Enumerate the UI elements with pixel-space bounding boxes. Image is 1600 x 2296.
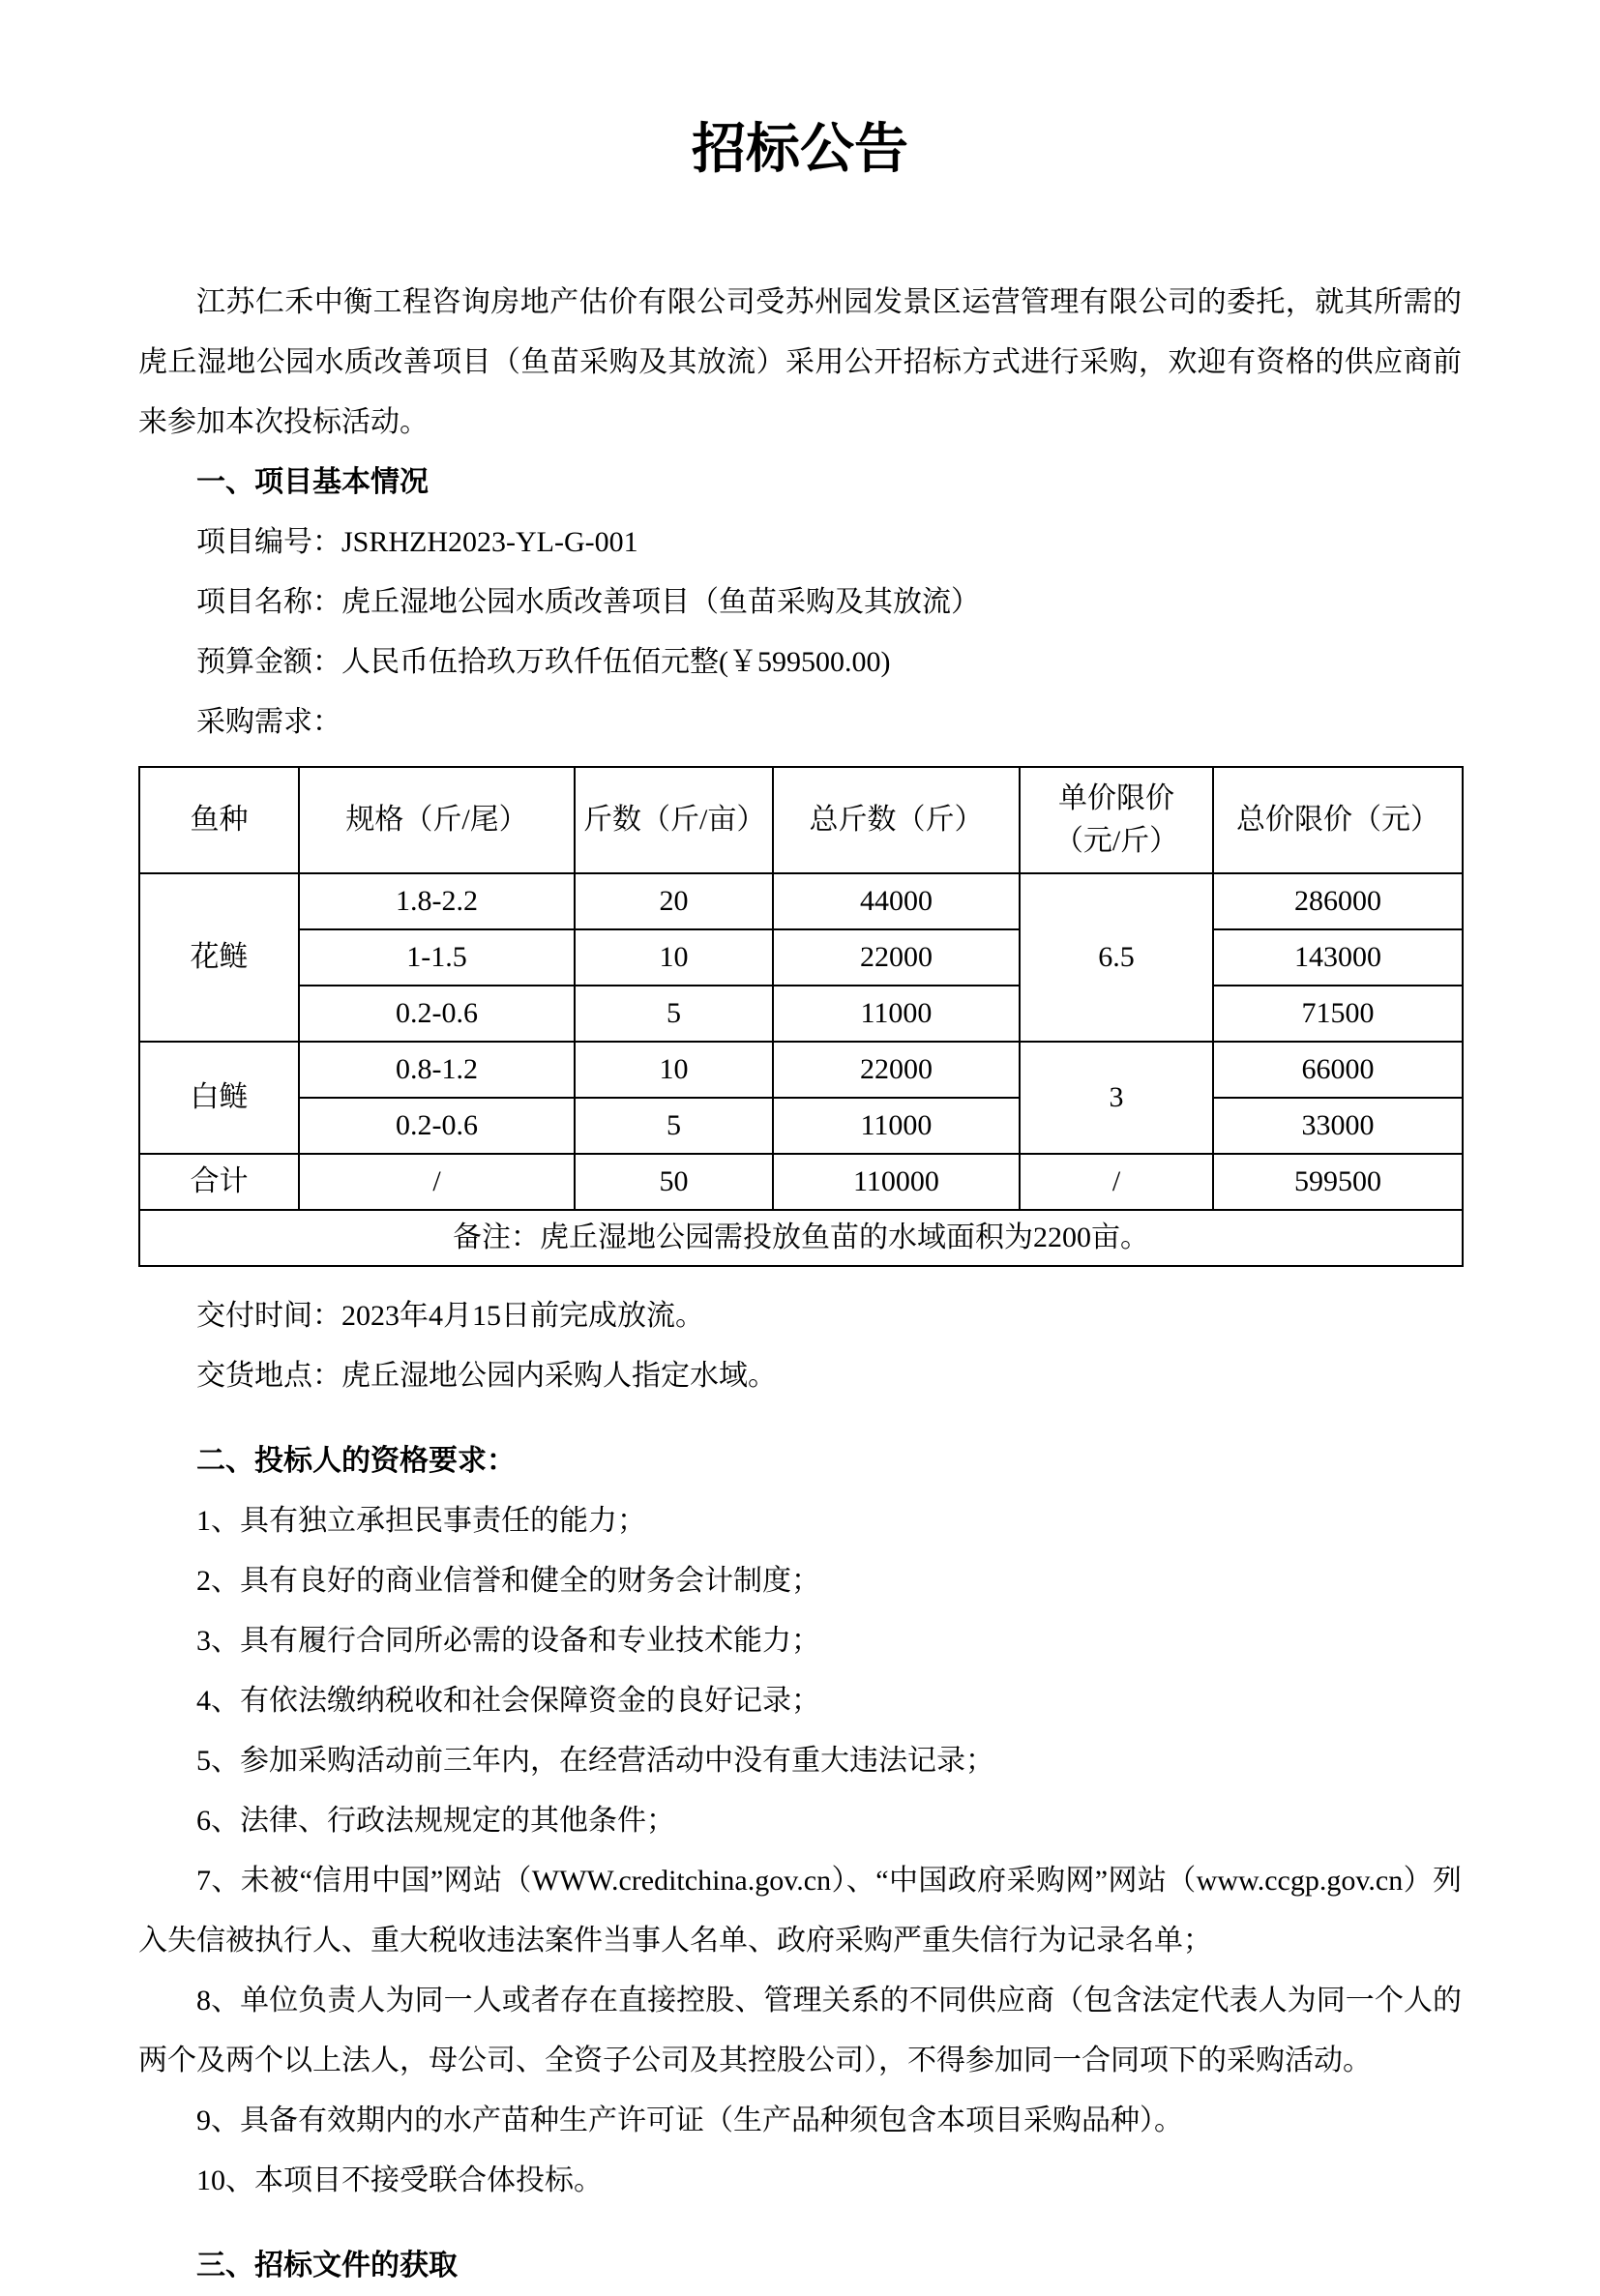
qualification-item-10: 10、本项目不接受联合体投标。: [196, 2164, 603, 2196]
cell-jin-per-mu: 10: [575, 1042, 773, 1098]
cell-jin-per-mu-total: 50: [575, 1154, 773, 1210]
cell-jin-per-mu: 5: [575, 1098, 773, 1154]
page-title: 招标公告: [692, 120, 908, 180]
cell-total-price: 33000: [1213, 1098, 1463, 1154]
header-species: 鱼种: [139, 767, 299, 873]
procurement-table: [138, 766, 1464, 1267]
project-number-line: 项目编号：JSRHZH2023-YL-G-001: [196, 525, 638, 558]
table-row-hualian-3: [139, 986, 1463, 1042]
cell-total-jin: 22000: [773, 1042, 1020, 1098]
header-unit-price-limit: 单价限价（元/斤）: [1020, 767, 1213, 873]
cell-spec: 0.8-1.2: [299, 1042, 575, 1098]
cell-spec: 1-1.5: [299, 929, 575, 986]
cell-total-jin: 22000: [773, 929, 1020, 986]
section2-heading: 二、投标人的资格要求：: [196, 1444, 516, 1477]
table-row-bailian-1: [139, 1042, 1463, 1098]
cell-spec: 0.2-0.6: [299, 1098, 575, 1154]
cell-unit-price-bailian: 3: [1020, 1042, 1213, 1154]
cell-total-label: 合计: [139, 1154, 299, 1210]
qualification-item-7: 7、未被“信用中国”网站（WWW.creditchina.gov.cn）、“中国政府采购网”网站（www.ccgp.gov.cn）列入失信被执行人、重大税收违法案件当事人名单、政府采购严重失信行为记录名单；: [138, 1864, 1462, 1957]
table-header-row: [139, 767, 1463, 873]
cell-species-hualian: 花鲢: [139, 873, 299, 1042]
budget-line: 预算金额：人民币伍拾玖万玖仟伍佰元整(￥599500.00): [196, 645, 891, 678]
qualification-item-1: 1、具有独立承担民事责任的能力；: [196, 1504, 646, 1537]
header-total-price-limit: 总价限价（元）: [1213, 767, 1463, 873]
cell-spec: 1.8-2.2: [299, 873, 575, 929]
cell-jin-per-mu: 5: [575, 986, 773, 1042]
cell-total-price-total: 599500: [1213, 1154, 1463, 1210]
section1-heading: 一、项目基本情况: [196, 465, 429, 498]
cell-total-jin: 44000: [773, 873, 1020, 929]
qualification-item-9: 9、具备有效期内的水产苗种生产许可证（生产品种须包含本项目采购品种）。: [196, 2104, 1183, 2136]
qualification-item-6: 6、法律、行政法规规定的其他条件；: [196, 1804, 675, 1837]
cell-total-jin-total: 110000: [773, 1154, 1020, 1210]
qualification-item-8: 8、单位负责人为同一人或者存在直接控股、管理关系的不同供应商（包含法定代表人为同一个人的两个及两个以上法人，母公司、全资子公司及其控股公司），不得参加同一合同项下的采购活动。: [138, 1984, 1462, 2076]
cell-remark: 备注：虎丘湿地公园需投放鱼苗的水域面积为2200亩。: [139, 1210, 1463, 1266]
cell-spec: 0.2-0.6: [299, 986, 575, 1042]
table-row-bailian-2: [139, 1098, 1463, 1154]
procurement-demand-label: 采购需求：: [196, 705, 341, 738]
cell-total-price: 66000: [1213, 1042, 1463, 1098]
qualification-item-3: 3、具有履行合同所必需的设备和专业技术能力；: [196, 1624, 820, 1657]
cell-total-price: 143000: [1213, 929, 1463, 986]
cell-jin-per-mu: 20: [575, 873, 773, 929]
cell-unit-price-total: /: [1020, 1154, 1213, 1210]
project-name-line: 项目名称：虎丘湿地公园水质改善项目（鱼苗采购及其放流）: [196, 585, 980, 618]
cell-jin-per-mu: 10: [575, 929, 773, 986]
cell-spec-total: /: [299, 1154, 575, 1210]
cell-species-bailian: 白鲢: [139, 1042, 299, 1154]
cell-total-price: 71500: [1213, 986, 1463, 1042]
table-row-hualian-2: [139, 929, 1463, 986]
table-row-remark: [139, 1210, 1463, 1266]
cell-total-jin: 11000: [773, 986, 1020, 1042]
qualification-item-5: 5、参加采购活动前三年内，在经营活动中没有重大违法记录；: [196, 1744, 994, 1777]
qualification-item-4: 4、有依法缴纳税收和社会保障资金的良好记录；: [196, 1684, 820, 1717]
delivery-place-line: 交货地点：虎丘湿地公园内采购人指定水域。: [196, 1359, 777, 1392]
header-spec: 规格（斤/尾）: [299, 767, 575, 873]
delivery-time-line: 交付时间：2023年4月15日前完成放流。: [196, 1299, 704, 1332]
table-row-total: [139, 1154, 1463, 1210]
cell-unit-price-hualian: 6.5: [1020, 873, 1213, 1042]
cell-total-jin: 11000: [773, 1098, 1020, 1154]
header-jin-per-mu: 斤数（斤/亩）: [575, 767, 773, 873]
header-total-jin: 总斤数（斤）: [773, 767, 1020, 873]
section3-heading: 三、招标文件的获取: [196, 2249, 458, 2281]
qualification-item-2: 2、具有良好的商业信誉和健全的财务会计制度；: [196, 1564, 820, 1597]
table-row-hualian-1: [139, 873, 1463, 929]
intro-paragraph: 江苏仁禾中衡工程咨询房地产估价有限公司受苏州园发景区运营管理有限公司的委托，就其所需的虎丘湿地公园水质改善项目（鱼苗采购及其放流）采用公开招标方式进行采购，欢迎有资格的供应商前来参加本次投标活动。: [138, 285, 1462, 438]
cell-total-price: 286000: [1213, 873, 1463, 929]
